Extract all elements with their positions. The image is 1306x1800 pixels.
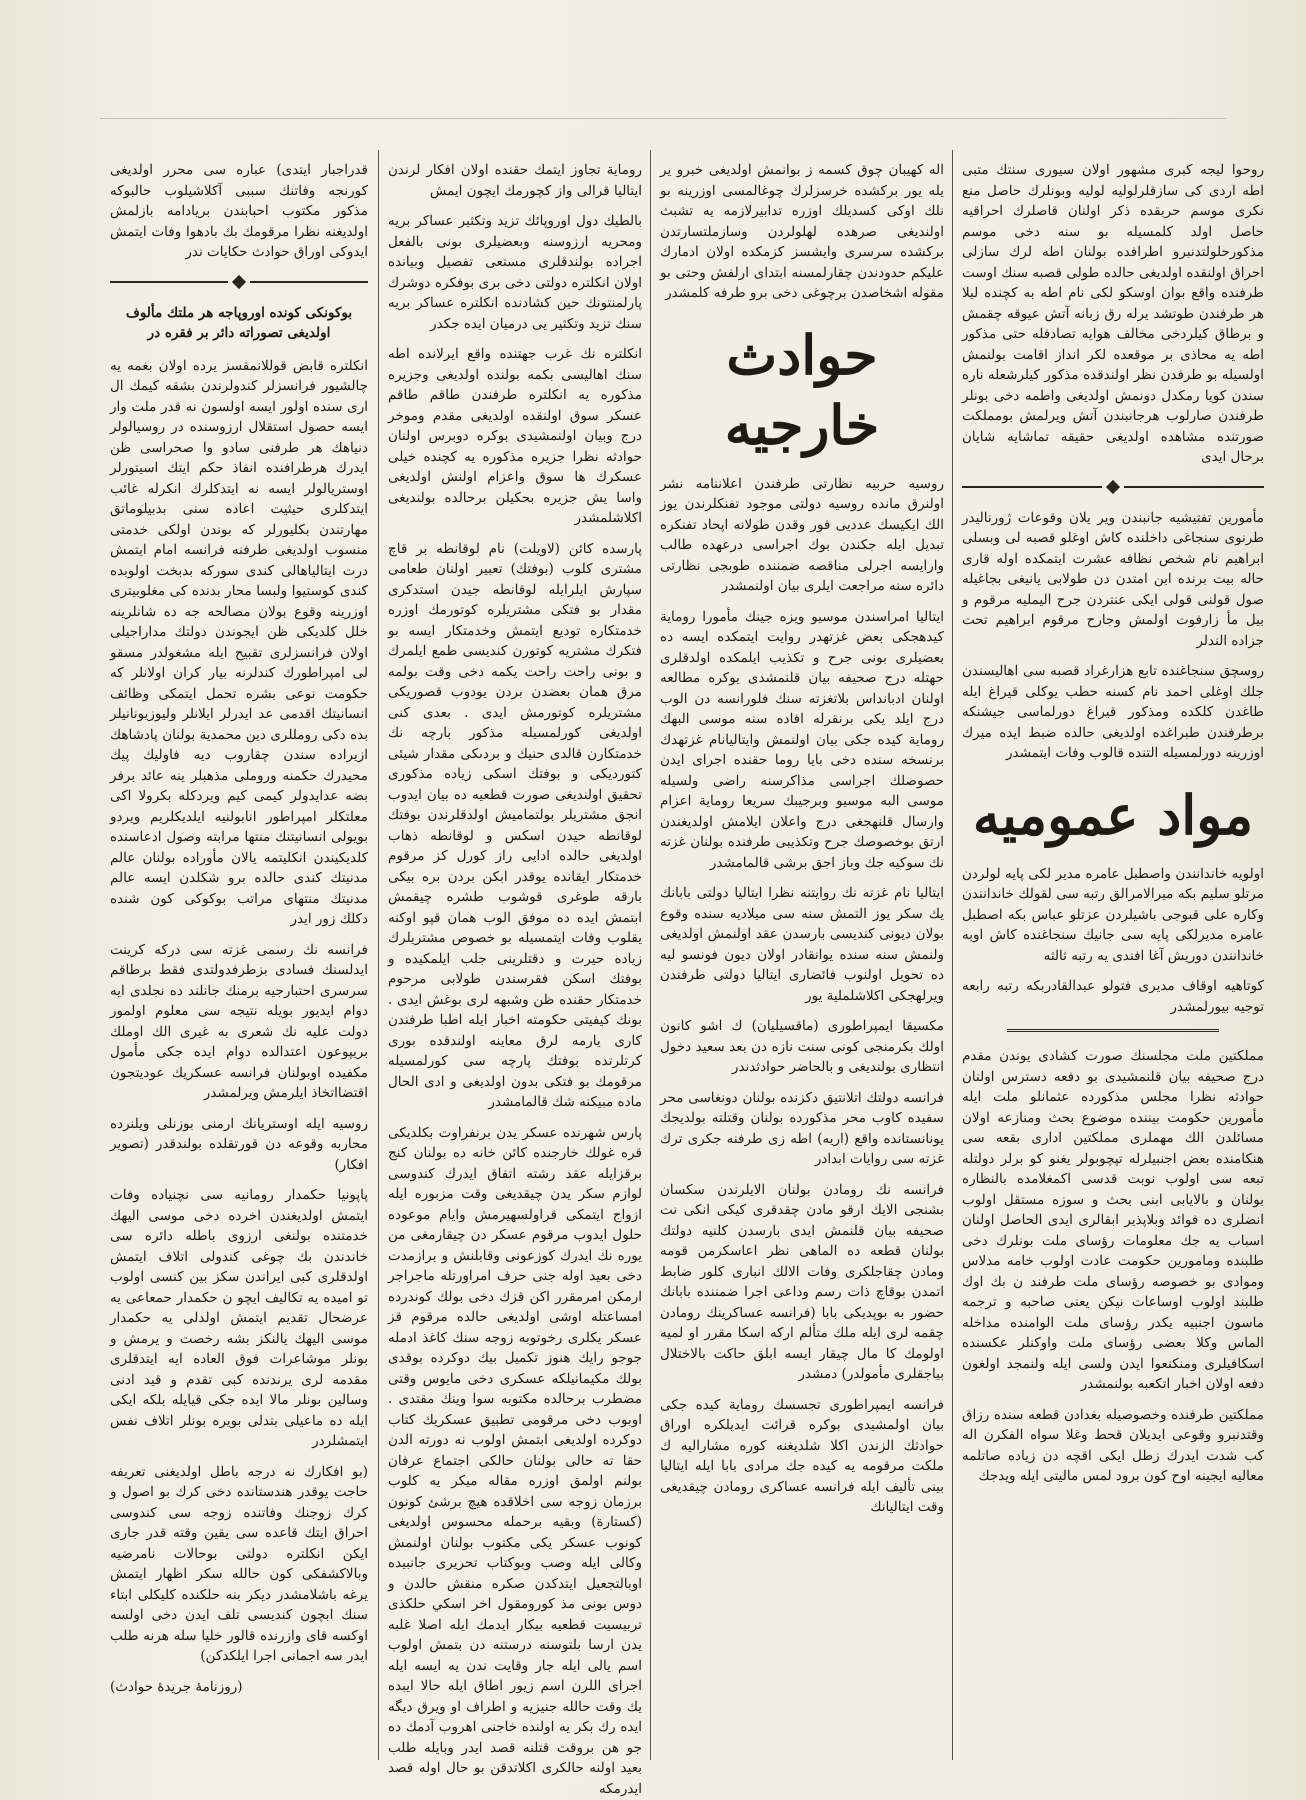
article-paragraph: پاپونيا حكمدار رومانيه سى نچنياده وفات ايتمش اولديغندن اخرده دخى موسى اليهك خدمتنده بولنغى ارزوى باطله دائره سى خاندندن بك چوغى كندولى اتلاف ايتمش اولدقلرى كبى ايراندن سكز بين كنسى اولوب تو اميده يه تكاليف ايچو ن حكمدار حمعاعى يه عرضحال تقديم ايتمش اولدلى يه حكمدار موسى اليهك يالنكز بشه رخصت و يرمش و بونلر موشاعرات فوق العاده ايه ايتدقلرى مقدمه لرى يرندنده كبى تقدم و قيد ادنى وسالين بونلر مالا ايده جكى قيايله بلكه ايكى ايله ده ماعيلى بتدلى بويره بونلر اتلاف نفس ايتمشلردر [110, 1187, 368, 1449]
section-title-general-matters: مواد عمومیه [972, 782, 1254, 847]
ornamental-divider [962, 482, 1264, 492]
top-rule [100, 118, 1226, 119]
column-4 [110, 160, 368, 1760]
article-paragraph: مأمورين تفتيشيه جانبندن وير يلان وقوعات ژورناليدر طرنوى سنجاغى داخلنده كاش اوغلو قصبه لى وبسلى ابراهيم نام شخص نظافه عشرت ايتمكده اوله قارى حاله بيت برنده ابن امتدن دن طولابى يانيغى بجاغيله صول قولنى قولى ايكى عنتردن جرح اليمليه مرقوم و بيل مأ زارفوت اولمش وجارح مرقوم ابراهيم تحت جزاده الندلر [962, 509, 1264, 649]
article-paragraph: فرانسه نك رومادن بولنان الايلرندن سكسان بشنجى الايك ارقو مادن چقدقرى كيكى انكى نت صحيفه بيان قلنمش ايدى بارسدن كلنيه دولتك بولنان قطعه ده الماهى نظر اعاسكرمن قومه ومادن چقاجلكرى وفات الالك انبارى كلور ضابط اتمدن بوقاچ ذات رسم وداعى اجرا ضمننده بابانك حضور به بوپديكى بابا (فرانسه عساكرينك رومادن چقمه لرى ايله ملك متألم اركه اسكا مقرر او لميه اولومك كا مال چيقار ايسه ابلق حاكت بالاختلال بياجقلرى مأمولدر) دمشدر [660, 1181, 944, 1382]
column-rule [650, 150, 651, 1760]
article-paragraph: بالطيك دول اوروپائك تزيد وتكثير عساكر بريه ومحريه ارزوسنه وبعضيلرى بونى بالفعل اجراده بولندقلرى مستعى تفصيل وبيانده اولان انكلتره دولتى دخى برى بوفكره دوشرك پارلمنتونك حين كشادنده انكلتره عساكر بريه سنك تزيد وتكثير يى درميان ايده جكدر [388, 213, 642, 332]
separator-line [1007, 1029, 1218, 1032]
column-rule [378, 150, 379, 1760]
section-title-foreign-news: حوادث خارجیه [724, 322, 880, 457]
article-paragraph: فرانسه ايمپراطورى تجسسك روماية كيده جكى بيان اولمشيدى بوكره قرائت ايديلكره اوراق حوادثك الزندن اكلا شلديغنه كوره مشاراليه ك ملكت مرقومه يه كيده جك مرادى بابا ايله ايتاليا بينى تأليف ايله فرانسه عساكرى رومادن چيقديغى وقت ايتاليانك [660, 1396, 944, 1515]
article-paragraph: مكسيقا ايمپراطورى (ماقسيليان) ك اشو كانون اولك بكرمنجى كونى سنت نازه دن بعد سعيد دخول انتظارى بولنديغى و بالحاضر حوادثدندر [660, 1018, 944, 1075]
article-paragraph: مملكتين ملت مجلسنك صورت كشادى يوندن مقدم درج صحيفه بيان قلنمشيدى بو دفعه دسترس اولنان حوادثه نظرا مجلس مذكورده عثمانلو ملت ايله مأمورين حكومت بيننده موضوع بحث ومنازعه اولان مسائلدن الك مهملرى مملكتين ادارى بقعه سى هنكامنده بعض اجنبيلرله تپچوبولر يغنو كو برلر دولتله تبعه سى اولوب نوبت قدسى اكمغلامده بالنظاره بولنان و بالايابى ابنى بحث و سوزه مستقل اولوب انضلرى ده فوائد وبلاپذير ابقالرى ايدى الحاصل اولنان اسباب يه جك معلومات رؤساى ملت بونلرك دخى طلبنده ومامورين حكومت عادت اولوب خامه مدلاس وموادى بو خصوصه رؤساى ملت طرفند ن بك اوك طلبند اولوب اوساعات نيكن يعنى صاحبه و ترجمه ماسون اجنبيه يكدر رؤساى ملت الوامنده مداخله الماس وكلا بعضى رؤساى ملت واوكنلر عكسنده اسكافيلرى ومنكنعوا ايدن ولسى ايله ولنمجد اولغون دفعه اولان اخبار اتكعبه بولنمشدر [962, 1048, 1264, 1392]
article-paragraph: قدراجبار ايتدى) عباره سى محرر اولديغى كورنجه وفاتنك سببى آكلاشيلوب حالبوكه مذكور مكتوب احبابندن بريادامه بازلمش اولديغنه نظرا مرقومك بك بادهوا وفات ايتمش ايدوكى اوراق حوادث حكايات ندر [110, 162, 368, 260]
article-paragraph: اولويه خاندانندن واصطبل عامره مدير لكى پايه لولردن مرتلو سليم بكه ميرالامرالق رتبه سى لقولك خاندانندن وكاره على قبوجى باشيلردن عزتلو عباس بكه اصطبل عامره مديرلكى پايه سى جانيك سنجاغنده كاش اوبه خاندانندن دوريش آغا افندى يه رتبه ثالثه [962, 865, 1264, 964]
article-paragraph: ايتاليا امراسندن موسيو ويزه جينك مأمورا روماية كيدهجكى بعض غزتهدر روايت ايتمكده ايسه ده بعضيلرى بونى جرح و تكذيب ايلمكده اولدقلرى حهتله درج صحيفه بيان قلنمشدى يوكره مطالعه اولنان ادبانداس بلاتغزته سنك فلورانسه دن الوب درج ايلد يكى برنقرله افاده سنه موسى البهك روماية كيده جكى بيان اولنمش وايتاليانام غزتهدك برنسخه سنده دخى بايا روما حقنده اجراى ايدن حصوصلك اجراسى مذاكرسنه راضى ولسيله موسى البه موسيو وبرجيبك سريعا روماية اعزام وارسال قلنهجغى درج واعلان ايلامش اولديغندن ارتق بوخصوصك جرح وتكذيبى طرفنده بولنان غزته نك سوكيه جك وباز اجق برشى قالمامشدر [660, 608, 944, 871]
ornamental-divider [110, 277, 368, 287]
article-paragraph: روحوا ليجه كبرى مشهور اولان سيورى سنتك متبى اطه اردى كى سازقلرلوليه لوليه وبونلرك حاصل منع نكرى موسم حربقده ذكر اولنان قاصلرك احراقيه حاصل اولد كلمسيله بو سنه دخى موسم مذكورحلولتدنبرو اطرافده بولنان اطه لرك سازلى احراق اولنقده اولديغى حالده طولى قصبه سنك اوست طرفنده واقع بوان اوسكو لكى نام اطه به كچنده ليلا هر طرفندن طوتشد يرله رق زبانه آتش عيوقه چقمش و برطاق كيلردخى مخالف هوايه تصادفله حتى مذكور اطه يه محاذى بر موقعده لكر انداز اقامت بولنمش اولسيله بو طرفدن نظر اولندقده مذكور كيلرشعله ناره سندن كويا رمكدل دونمش اولديغى واطمه دخى بونلر طرفندن صارلوب هرجانبندن آتش ويرلمش بومملكت صورتنده مشاهده اولديغى حقيقه تماشايه شايان برحال ايدى [962, 162, 1264, 465]
article-paragraph: روسيه ايله اوستريانك ارمنى بوزنلى ويلنرده محاربه وقوعه دن قورتقلده بولندقدر (تصوير افكار) [110, 1115, 368, 1173]
article-paragraph: ايتاليا نام غزته نك روايتنه نظرا ايتاليا دولتى بابانك يك سكر يوز التمش سنه سى ميلاديه سنده وقوع بولان ديونى كنديسى بارسدن عقد اولنمش اولديغى ولنمش سنه سنده يوانقادر اولان ديون فونسو ليه ده تحويل اولنوب فائضارى ايتاليا دولتى طرفندن ويرلهجكى اكلاشلملية يور [660, 885, 944, 1004]
article-paragraph: پارس شهرنده عسكر يدن برنفراوت بكلديكى قره غولك خارجنده كائن خانه ده بولنان كنج برقزايله عقد رشته اتفاق ايدرك كندوسى لوازم سكر يدن چيقديغى وقت مزبوره ايله ازواج ايتمكى قراولسهيرمش وايام موعوده حلول ايدوب مرقوم عسكر دن چيقارمغى من يوره نك ايدرك كوزعونى وقابلنش و برازمدت دخى بعيد اوله جنى حرف امراورتله ماجراجر ارمكن امرمقرر اكن قزك دخى بولك كوندرده امساعتله اوشى اولديغى حالده مرقوم قز عسكر يكلرى رخوتوبه زوجه سنك كاغذ ادمله جوجو رايك هنوز تكميل بيك دوكرده بوقدى بولك مكيمانيلكه عسكرى دخى مايوس وقتى مضطرب برحالده مكتوبه سوا وينك مقتدى . اوبوب دخى مرقومى تطبيق عسكريك كتاب دوكرده اولديغى ابتمش اولوب نه دورته الدن حقا ته حالى بولنان حالكى اجتماع عرفان بولنم اولمق اوزره مقاله ميكر يه كلوب برزمان زوجه سى اخلاقده هيچ برشئ كونون (كستارة) وبقيه برحمله محسوس اولديغى كونوب عسكر يكى مكتوب بولنان اولنمش وكالى ايله وصب وبوكتاب تحريرى جانبيده اوبالتجعيل ايتدكدن صكره منقش حالدن و دوس بونى مذ كورومقول اخر اسكي حلكذى تربيسيت قطعيه بيكار ايدمك ايله اصلا غلبه يدن ارسا بلتوسنه درستنه دن بتمش اولوب اسم يالى ايله جار وقايت ندن يه ايسه ايله اجراى اللرن اسم زيور اطاق ايله حالا ايبده يك وقت حالله جنيزيه و اطراف او ويرق ديگه ايده رك بكر يه اولنده خاجنى اهروب آدمك ده جو هن بروقت قتلنه قصد ايدر وبايله طلب بعيد اولنه حالكرى اكلاتدقن بو حال اوله قصد ايدرمكه [388, 1124, 642, 1797]
article-paragraph: كوتاهيه اوقاف مديرى فتولو عبدالقادربكه رتبه رابعه توجيه بيورلمشدر [962, 978, 1264, 1015]
article-paragraph: فرانسه دولتك اتلانتيق دكزنده بولنان دونغاسى محر سفيده كاوب محر مذكورده بولنان وقتلته بولديجك يونانستانده واقع (اريه) اطه زى طرفنه جكرى ترك غزته سى روايات ابدادر [660, 1089, 944, 1167]
article-paragraph: انكلتره نك غرب جهتنده واقع ايرلانده اطه سنك اهاليسى بكمه بولنده اولديغى وجزيره مذكوره يه انكلتره طرفندن طاقم طاقم عسكر سوق اولنقده اولديغى مقدم وموخر درج وبيان اولنمشيدى بوكره دوبرس اولنان حوادثه نظرا جزيره مذكوره يه كچنده خيلى عسكرك ها سوق واعزام اولنش اولديغى واسا يش جزيره بحكيلن برحالده بولنديغى اكلاشلمشدر [388, 346, 642, 526]
article-paragraph: روسيه حربيه نظارتى طرفندن اعلاننامه نشر اولنرق مانده روسيه دولتى موجود تفنكلرندن يوز الك ايكيسك عدديى فور وقدن طولانه اپحاد تفنكره تبديل ايله جكندن بوك اجراسى درعهده طالب وارايسه اجرلى مناقصه ضمننده طوبجى نظارتى دائره سنه مراجعت ايلرى بيان اولنمشدر [660, 475, 944, 594]
article-paragraph: مملكتين طرفنده وخصوصيله بغدادن قطعه سنده رزاق وقتدنبرو وقوعى ايديلان قحط وغلا سواه الفكرن اله كب شدت ايدرك زطل ايكى اقچه دن زياده صاتلمه معاليه ايجينه اوح كون برود لمس ماليتى ايله ويدجك [962, 1406, 1264, 1484]
article-paragraph: انكلتره قابض قوللانمقسز يرده اولان بغمه يه چالشيور فرانسزلر كندولرندن بشقه كيمك ال ارى سنده اولور ايسه اولسون نه قدر ملت وار ايسه حصول استقلال ارزوسنده در روسيالولر دنياهك هر طرفنى سادو وا صحراسى ظن ايدرك هرطرافنده انفاذ حكم ايتك اسيتورلر اوستريالولر ايسه نه ايتدكلرك انكرله غائب ايتدكلرى حيثيت اعاده سنى بدبيلوماتق مهارتندن بكليورلر كه بوندن اولكى خدمتى منسوب اولديغى طرفنه فرانسه امام ايتمش درت ايتالياهالى كندى سوركه بدبخت اولوبده كندى كوستيوا ولبسا محار بدنده كى مغلوبيترى اوزرينه وقوع بولان مصالحه جه ده شانلرينه خلل كلديكى ظن ايجوندن دولتك مداراجيلى اولان فرانسزلرى تقبيح ايله مشغولدر مسقو لى امپراطورك كندلرنه بيار كران اولانلر كه حكومت نوعى بشره تحمل ايتمكى وظائف انسانيتك اقدمى عد ايدرلر ايلانلر وليوزيونانيلر بده دكى رومللرى دين محمدية بولنان پادشاهك ازيراده سندن چقاروب ديه فاوليك پيك محيدرك حكمنه وروملى مذهبلر ينه عائد برفر بضه عدايدولر كيمى كيم ويردكله بكرولا اكى معلتكلر امپراطور انابولنيه ايلديكلريم ويردو بويولى انسانيتنك منتها مرابته وصول ادعاسنده كلديكيندن انكليتمه يالان مأوراده بولنان عالم مدنيتك كندى حالده برو شكلدن ايسه عالم مدنيتك منتهاى مراتب بوكوكى كون شنده دكلك زور ايدر [110, 357, 368, 927]
column-3 [388, 160, 642, 1797]
article-paragraph: روسچق سنجاغنده تابع هزارغراد قصبه سى اهاليسندن جلك اوغلى احمد نام كسنه حطب يوكلى قيراغ ايله طاغدن كلكده ومذكور قيراغ دورلماسى جيشنكه برطرفندن طبراغده اولديغى حالده ضبط ايده ميرك اوزرينه دورلمسيله التنده قالوب وفات ايتمشدر [962, 663, 1264, 761]
source-attribution: (روزنامهٔ جريدهٔ حوادث) [110, 1678, 243, 1695]
column-rule [952, 150, 953, 1760]
article-paragraph: روماية تجاوز ايتمك حقنده اولان افكار لرندن ايتاليا قرالى واز كچورمك ايچون ايمش [388, 162, 642, 199]
column-1 [962, 160, 1264, 1760]
article-paragraph: پارسده كائن (لاويلت) نام لوقانطه بر قاچ مشترى كلوب (بوفتك) تعبير اولنان طعامى سپارش ايلرايله لوقانطه جيدن استدكرى مقدار بو فتكى مشتريلره كوتورمك اوزره خدمتكاره توديع ايتمش وخدمتكار ايسه بو فتكرك مشتريه كوتورن كنديسى طمع ايلمرك و بونى راحت راحت يكمه دخى وقت بولمه مرق همان بعضدن بردن يودوب قصوريكى مشتريلره كوتورمش ايدى . بعدى كنى اولديغى كورلمسيله مذكور بارچه نك خدمتكارن قالدى حنيك و بردىكى مقدار شيئى كتورديكى و بوفتك اسكى زياده مذكورى تحقيق اولنديغى صورت قطعيه ده بيان ايدوب انجق مشتريلر بولتماميش اولدقلرندن بوفتك لوقانطه حيدن اسكس و لوقانطه ذهاب اولديغى حالده ادايى راز كورل كز مرقوم خدمتكار ايقانده يوقدر ابكن بردن بره بيكى بارقه طوغرى قوشوب طشره چيقمش ابتمش ايده ده موفق الوب همان قپو اوكنه يقلوب وفات ايتمسيله بو خصوص مشتريلرك زياده حيرت و دقتلرينى جلب ايلمكيده و بوفتك اسكن فقرسندن طولابى مرحوم خدمتكار حقنده ظن وشبهه لرى بوغش ايدى . بونك كيفيتى حكومته اخبار ايله اطبا طرفندن كارى يارمه لرق معاينه اولندقده بورى كرتلرتده بوفتك پارچه سى كورلمسيله مرقومك بو فتكى بدون اولديغى و ادى الحال ماده مبيكنه شك قالمامشدر [388, 540, 642, 1110]
column-2 [660, 160, 944, 1760]
article-heading: بوكونكى كونده اوروپاجه هر ملتك مألوف اولديغى تصوراته دائر بر فقره در [125, 304, 353, 341]
article-paragraph: فرانسه نك رسمى غزته سى دركه كرينت ايدلسنك فسادى بزطرفدولتدى فقط برطاقم سرسرى احتبارجيه برمنك جانلند ده نجلدى ايه دوام ايديور بويله نتيجه سى معلوم اولمور دولت عليه نك شعرى به غيرى الك اوملك بريپوعون اعتدالده دوام ايده جكى مأمول مكفيده اوبولنان فرانسه عسكريك عوديتجون اقتضااتخاذ ايلرمش ويرلمشدر [110, 941, 368, 1101]
article-paragraph: اله كهيبان چوق كسمه ز بوانمش اولديغى خبرو ير يله يور بركشده خرسزلرك چوغالمسى اوزرينه بو نلك اوكى كسديلك اوزره تدابيرلازمه يه تشبث اولنديغى صرهده لهلولردن وسازملتسارتدن بركشده سرسرى وايشسز كزمكده اولان ادمارك عليكم حدودندن چقارلمسنه ابتداى ارلفش وحتى بو مقوله اشخاصدن برچوغى دخى برو طرفه كلمشدر [660, 162, 944, 301]
article-paragraph: (بو افكارك نه درجه باطل اولديغنى تعريفه حاجت يوقدر هندستانده دخى كرك بو اصول و كرك زوجنك وفاتنده زوجه سى كندوسى احراق ايتك قاعده سى يقين وقته قدر جارى ايكن انكلتره دولتى بوحالات نامرضيه وبالاكشفكى كون حالله سكر اظهار ايتمش يرغه باشلامشدر ديكر بنه حلكنده كليكلى ابتاء سنك ابچون كنديسى تلف ايدن دخى اولسه اوكسه قاى وازرنده قالور خليا سله هرنه طلب ايدر سه اجمانى اجرا ايلكدكن) [110, 1463, 368, 1664]
